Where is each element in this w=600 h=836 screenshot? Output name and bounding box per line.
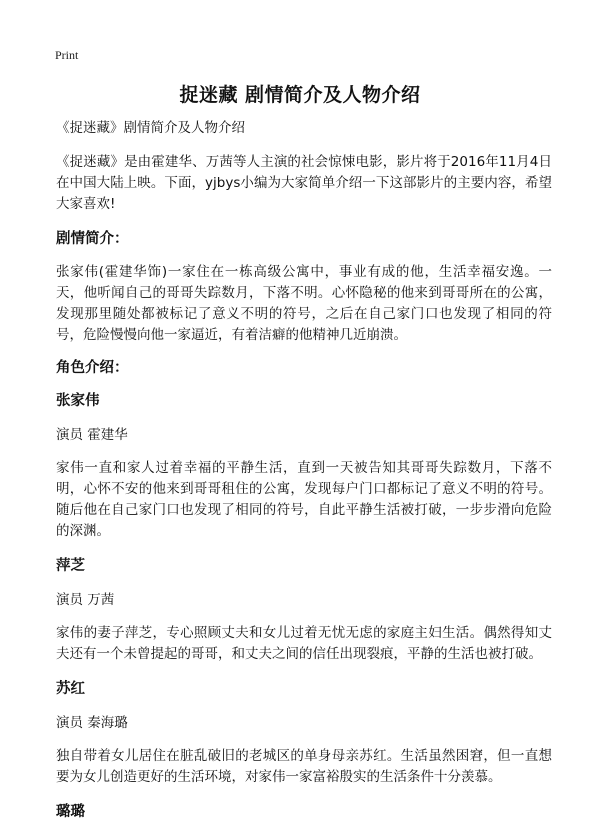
print-link[interactable]: Print xyxy=(55,48,79,62)
character-description: 独自带着女儿居住在脏乱破旧的老城区的单身母亲苏红。生活虽然困窘，但一直想要为女儿创造更好的生活环境，对家伟一家富裕殷实的生活条件十分羡慕。 xyxy=(56,748,552,785)
character-actor: 演员 秦海璐 xyxy=(56,715,128,731)
character-description: 家伟一直和家人过着幸福的平静生活，直到一天被告知其哥哥失踪数月，下落不明，心怀不安的他来到哥哥租住的公寓，发现每户门口都标记了意义不明的符号。随后他在自己家门口也发现了相同的符号，自此平静生活被打破，一步步滑向危险的深渊。 xyxy=(56,460,552,539)
article-subtitle: 《捉迷藏》剧情简介及人物介绍 xyxy=(56,120,245,136)
intro-paragraph: 《捉迷藏》是由霍建华、万茜等人主演的社会惊悚电影，影片将于2016年11月4日在中国大陆上映。下面，yjbys小编为大家简单介绍一下这部影片的主要内容，希望大家喜欢! xyxy=(56,154,552,212)
character-actor: 演员 霍建华 xyxy=(56,427,128,443)
page-title: 捉迷藏 剧情简介及人物介绍 xyxy=(179,84,421,106)
article-body xyxy=(56,118,552,836)
character-actor: 演员 万茜 xyxy=(56,592,115,608)
character-name: 苏红 xyxy=(56,681,85,697)
plot-heading: 剧情简介： xyxy=(56,231,129,247)
character-name: 萍芝 xyxy=(56,558,85,574)
character-name: 张家伟 xyxy=(56,393,100,409)
roles-heading: 角色介绍： xyxy=(56,360,129,376)
character-description: 家伟的妻子萍芝，专心照顾丈夫和女儿过着无忧无虑的家庭主妇生活。偶然得知丈夫还有一个未曾提起的哥哥，和丈夫之间的信任出现裂痕，平静的生活也被打破。 xyxy=(56,625,552,662)
character-name: 璐璐 xyxy=(56,804,85,820)
plot-paragraph: 张家伟(霍建华饰)一家住在一栋高级公寓中，事业有成的他，生活幸福安逸。一天，他听闻自己的哥哥失踪数月，下落不明。心怀隐秘的他来到哥哥所在的公寓，发现那里随处都被标记了意义不明的符号，之后在自己家门口也发现了相同的符号，危险慢慢向他一家逼近，有着洁癖的他精神几近崩溃。 xyxy=(56,264,552,343)
